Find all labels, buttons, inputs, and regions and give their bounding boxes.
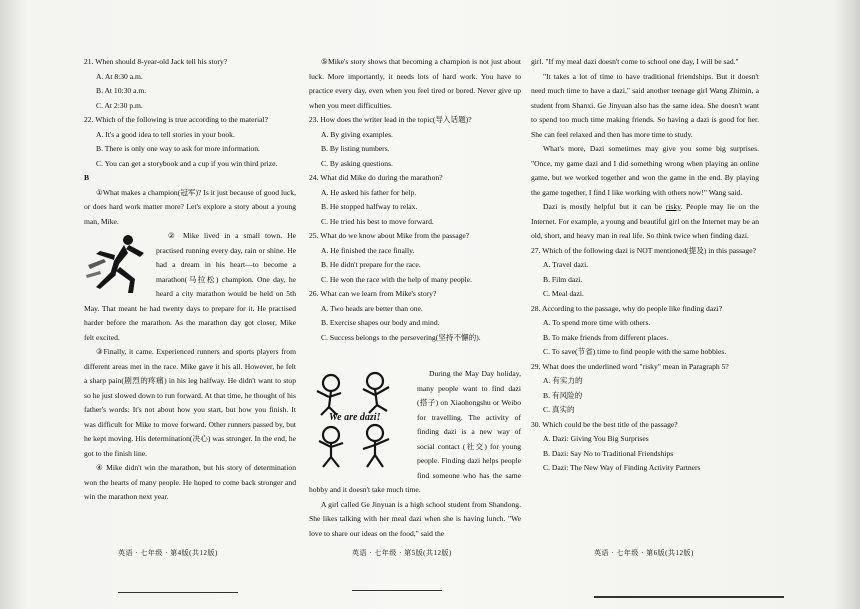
question-23-option-c: C. By asking questions. — [321, 158, 393, 168]
question-24-option-c: C. He tried his best to move forward. — [321, 216, 434, 226]
question-26-option-a: A. Two heads are better than one. — [321, 303, 423, 313]
page-footer-4: 英语 · 七年级 · 第4版(共12版) — [118, 549, 218, 557]
passage-c-paragraph-3: "It takes a lot of time to have traditional friendships. But it doesn't need much time to have a dazi," said another teenage girl Wang Zhimin, a student from Shanxi. Ge Jinyuan also has the same idea. She doesn't want to spend too much time making friends. So having a dazi is good for her. She can feel relaxed and then has more time to study. — [531, 71, 759, 139]
question-24-option-b: B. He stopped halfway to relax. — [321, 202, 418, 211]
column-2 — [309, 55, 521, 541]
question-30-stem: 30. Which could be the best title of the passage? — [531, 419, 678, 429]
question-27-option-c: C. Meal dazi. — [543, 289, 584, 298]
question-27-option-b: B. Film dazi. — [543, 274, 583, 284]
question-26-option-b: B. Exercise shapes our body and mind. — [321, 318, 440, 327]
passage-b-paragraph-2: ② Mike lived in a small town. He practised running every day, rain or shine. He had a dream in his heart—to become a marathon(马拉松) champion. One day, he heard a city marathon would be held on 5th May. That meant he had twenty days to prepare for it. He practised harder before the marathon. As the marathon day got closer, Mike felt excited. — [84, 231, 296, 342]
question-22-stem: 22. Which of the following is true according to the material? — [84, 115, 268, 124]
question-25-option-c: C. He won the race with the help of many people. — [321, 274, 472, 284]
passage-b-paragraph-1: ①What makes a champion(冠军)? Is it just because of good luck, or does hard work matter more? Let's explore a story about a young man, Mike. — [84, 187, 296, 226]
question-27-option-a: A. Travel dazi. — [543, 260, 589, 269]
question-21-option-a: A. At 8:30 a.m. — [96, 71, 143, 81]
question-30-option-a: A. Dazi: Giving You Big Surprises — [543, 434, 649, 443]
question-26-option-c: C. Success belongs to the persevering(坚持不懈的). — [321, 332, 481, 342]
section-b-heading: B — [84, 173, 90, 182]
passage-c-paragraph-2: A girl called Ge Jinyuan is a high school student from Shandong. She likes talking with her meal dazi when she is having lunch. "We love to share our ideas on the food," said the — [309, 499, 521, 538]
page-footer-6: 英语 · 七年级 · 第6版(共12版) — [594, 549, 694, 557]
passage-b-paragraph-4: ④ Mike didn't win the marathon, but his story of determination won the hearts of many people. He hoped to come back stronger and win the marathon next year. — [84, 463, 296, 501]
column-1 — [84, 55, 296, 505]
question-21-stem: 21. When should 8-year-old Jack tell his story? — [84, 57, 228, 66]
passage-c-paragraph-2-continued: girl. "If my meal dazi doesn't come to school one day, I will be sad." — [531, 57, 739, 66]
question-25-option-a: A. He finished the race finally. — [321, 245, 415, 255]
page-footer-5: 英语 · 七年级 · 第5版(共12版) — [352, 549, 452, 557]
passage-c-paragraph-4: What's more, Dazi sometimes may give you some big surprises. "Once, my game dazi and I did something wrong when playing an online game, but we worked together and won the game in the end. By playing the game together, I find I like working with others now!" Wang said. — [531, 144, 759, 197]
question-27-stem: 27. Which of the following dazi is NOT mentioned(提及) in this passage? — [531, 245, 756, 255]
question-25-option-b: B. He didn't prepare for the race. — [321, 260, 421, 269]
column-3 — [531, 55, 759, 476]
question-26-stem: 26. What can we learn from Mike's story? — [309, 289, 437, 298]
runner-icon — [84, 231, 150, 295]
scan-line-artifact — [352, 590, 442, 591]
underlined-word-risky: risky — [665, 202, 681, 211]
question-24-option-a: A. He asked his father for help. — [321, 187, 417, 197]
question-29-option-b: B. 有风险的 — [543, 390, 583, 400]
question-29-option-c: C. 真实的 — [543, 405, 575, 414]
passage-b-paragraph-3: ③Finally, it came. Experienced runners and sports players from different areas met in the race. Mike gave it his all. However, he felt a sharp pain(剧烈的疼痛) in his leg halfway. He didn't want to stop so he just slowed down to run forward. At that time, he thought of his father's words: It's not about how you start, but how you finish. It was difficult for Mike to move forward. Other runners passed by, but he kept moving. His determination(决心) was stronger. In the end, he got to the finish line. — [84, 347, 296, 458]
question-30-option-c: C. Dazi: The New Way of Finding Activity Partners — [543, 463, 701, 472]
question-24-stem: 24. What did Mike do during the marathon? — [309, 173, 443, 182]
question-22-option-c: C. You can get a storybook and a cup if you win third prize. — [96, 158, 278, 168]
question-29-option-a: A. 有实力的 — [543, 376, 583, 385]
question-28-option-b: B. To make friends from different places. — [543, 332, 669, 342]
question-23-option-b: B. By listing numbers. — [321, 144, 390, 153]
question-23-stem: 23. How does the writer lead in the topic(导入话题)? — [309, 115, 472, 124]
dazi-image-caption: We are dazi! — [329, 412, 381, 423]
passage-c-paragraph-5 — [531, 200, 759, 244]
passage-b-paragraph-5: ⑤Mike's story shows that becoming a champion is not just about luck. More importantly, it needs lots of hard work. You have to practice every day, even when you feel tired or bored. Never give up when you meet difficulties. — [309, 57, 521, 110]
dazi-illustration — [309, 369, 409, 469]
question-28-stem: 28. According to the passage, why do people like finding dazi? — [531, 303, 723, 313]
question-28-option-c: C. To save(节省) time to find people with the same hobbies. — [543, 347, 727, 356]
question-22-option-a: A. It's a good idea to tell stories in your book. — [96, 129, 235, 139]
paragraph-5-text-after: . People may lie on the Internet. For example, a young and beautiful girl on the Internet may be an old, short, and heavy man in real life. So think twice when finding dazi. — [531, 202, 760, 240]
runner-illustration — [84, 231, 150, 295]
question-23-option-a: A. By giving examples. — [321, 129, 393, 139]
question-28-option-a: A. To spend more time with others. — [543, 318, 651, 327]
question-30-option-b: B. Dazi: Say No to Traditional Friendships — [543, 448, 674, 458]
scan-line-artifact — [594, 596, 784, 598]
question-21-option-c: C. At 2:30 p.m. — [96, 100, 143, 110]
passage-c-paragraph-1: During the May Day holiday, many people want to find dazi (搭子) on Xiaohongshu or Weibo for travelling. The activity of finding dazi is a new way of social contact (社交) for young people. Finding dazi helps people find someone who has the same hobby and it doesn't take much time. — [309, 369, 521, 494]
question-29-stem: 29. What does the underlined word "risky" mean in Paragraph 5? — [531, 361, 729, 371]
scan-line-artifact — [118, 592, 238, 593]
question-22-option-b: B. There is only one way to ask for more information. — [96, 144, 260, 153]
question-25-stem: 25. What do we know about Mike from the passage? — [309, 231, 470, 240]
question-21-option-b: B. At 10:30 a.m. — [96, 86, 147, 95]
paragraph-5-text-before: Dazi is mostly helpful but it can be — [543, 202, 666, 211]
